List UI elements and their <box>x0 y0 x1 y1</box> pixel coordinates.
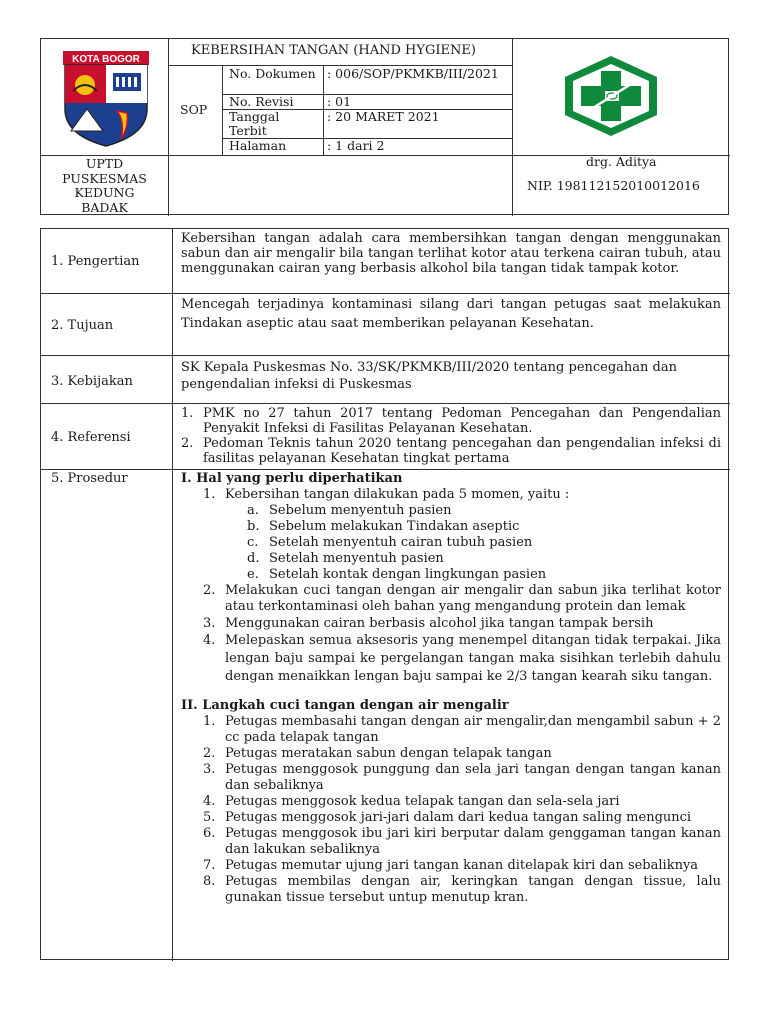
list-item: 8. Petugas membilas dengan air, keringkan tangan dengan tissue, lalu gunakan tissue tersebut untup menutup kran. <box>203 874 721 905</box>
list-item: 2. Melakukan cuci tangan dengan air mengalir dan sabun jika terlihat kotor atau terkontaminasi oleh bahan yang mengandung protein dan lemak <box>203 583 721 614</box>
moment-item: b. Sebelum melakukan Tindakan aseptic <box>247 519 520 534</box>
signer-name: drg. Aditya <box>586 154 657 169</box>
field-label-halaman: Halaman <box>229 138 287 153</box>
list-item: 7. Petugas memutar ujung jari tangan kanan ditelapak kiri dan sebaliknya <box>203 858 699 873</box>
section-text-pengertian: Kebersihan tangan adalah cara membersihkan tangan dengan menggunakan sabun dan air mengalir bila tangan terlihat kotor atau terkena cairan tubuh, atau menggunakan cairan yang berbasis alkohol bila tangan tidak tampak kotor. <box>181 231 721 276</box>
section-text-kebijakan: SK Kepala Puskesmas No. 33/SK/PKMKB/III/2020 tentang pencegahan dan pengendalian infeksi di Puskesmas <box>181 360 678 392</box>
signer-nip: NIP. 198112152010012016 <box>527 178 700 193</box>
field-value-no-dokumen: : 006/SOP/PKMKB/III/2021 <box>327 66 499 81</box>
section-label-kebijakan: 3. Kebijakan <box>51 374 133 389</box>
field-label-no-dokumen: No. Dokumen <box>229 66 316 81</box>
puskesmas-logo <box>561 53 661 139</box>
list-item: 2. Pedoman Teknis tahun 2020 tentang pencegahan dan pengendalian infeksi di fasilitas pelayanan Kesehatan tingkat pertama <box>181 436 721 466</box>
field-value-no-revisi: : 01 <box>327 94 352 109</box>
prosedur-part1-title: I. Hal yang perlu diperhatikan <box>181 471 403 486</box>
moment-item: d. Setelah menyentuh pasien <box>247 551 444 566</box>
list-item: 4. Melepaskan semua aksesoris yang menempel ditangan tidak terpakai. Jika lengan baju sampai ke pergelangan tangan maka sisihkan terlebih dahulu dengan menaikkan lengan baju sampai ke 2/3 tangan kearah siku tangan. <box>203 633 721 684</box>
section-list-referensi <box>181 406 721 466</box>
prosedur-part2-title: II. Langkah cuci tangan dengan air mengalir <box>181 698 509 713</box>
section-label-prosedur: 5. Prosedur <box>51 471 128 486</box>
field-value-halaman: : 1 dari 2 <box>327 138 385 153</box>
logo-text: KOTA BOGOR <box>72 54 140 65</box>
list-item: 1. PMK no 27 tahun 2017 tentang Pedoman Pencegahan dan Pengendalian Penyakit Infeksi di Fasilitas Pelayanan Kesehatan. <box>181 406 721 436</box>
field-label-tanggal-terbit: Tanggal Terbit <box>229 109 280 138</box>
section-text-tujuan: Mencegah terjadinya kontaminasi silang dari tangan petugas saat melakukan Tindakan aseptic atau saat memberikan pelayanan Kesehatan. <box>181 297 721 331</box>
list-item: 4. Petugas menggosok kedua telapak tangan dan sela-sela jari <box>203 794 620 809</box>
sop-title: KEBERSIHAN TANGAN (HAND HYGIENE) <box>191 43 476 58</box>
list-item: 6. Petugas menggosok ibu jari kiri berputar dalam genggaman tangan kanan dan lakukan sebaliknya <box>203 826 721 857</box>
list-item: 2. Petugas meratakan sabun dengan telapak tangan <box>203 746 552 761</box>
org-name: UPTD PUSKESMAS KEDUNG BADAK <box>62 156 147 215</box>
section-label-pengertian: 1. Pengertian <box>51 254 140 269</box>
sop-header <box>40 38 729 215</box>
field-value-tanggal-terbit: : 20 MARET 2021 <box>327 109 440 124</box>
section-label-tujuan: 2. Tujuan <box>51 318 114 333</box>
list-item: 1. Petugas membasahi tangan dengan air mengalir,dan mengambil sabun + 2 cc pada telapak tangan <box>203 714 721 745</box>
sop-label: SOP <box>180 102 208 117</box>
list-item: 1. Kebersihan tangan dilakukan pada 5 momen, yaitu : <box>203 487 570 502</box>
sop-body-table <box>40 228 729 960</box>
moment-item: e. Setelah kontak dengan lingkungan pasien <box>247 567 547 582</box>
kota-bogor-logo <box>63 51 149 147</box>
list-item: 3. Petugas menggosok punggung dan sela jari tangan dengan tangan kanan dan sebaliknya <box>203 762 721 793</box>
moment-item: c. Setelah menyentuh cairan tubuh pasien <box>247 535 533 550</box>
field-label-no-revisi: No. Revisi <box>229 94 294 109</box>
list-item: 3. Menggunakan cairan berbasis alcohol jika tangan tampak bersih <box>203 616 654 631</box>
list-item: 5. Petugas menggosok jari-jari dalam dari kedua tangan saling mengunci <box>203 810 692 825</box>
section-content-prosedur <box>181 471 721 906</box>
moment-item: a. Sebelum menyentuh pasien <box>247 503 452 518</box>
section-label-referensi: 4. Referensi <box>51 430 131 445</box>
